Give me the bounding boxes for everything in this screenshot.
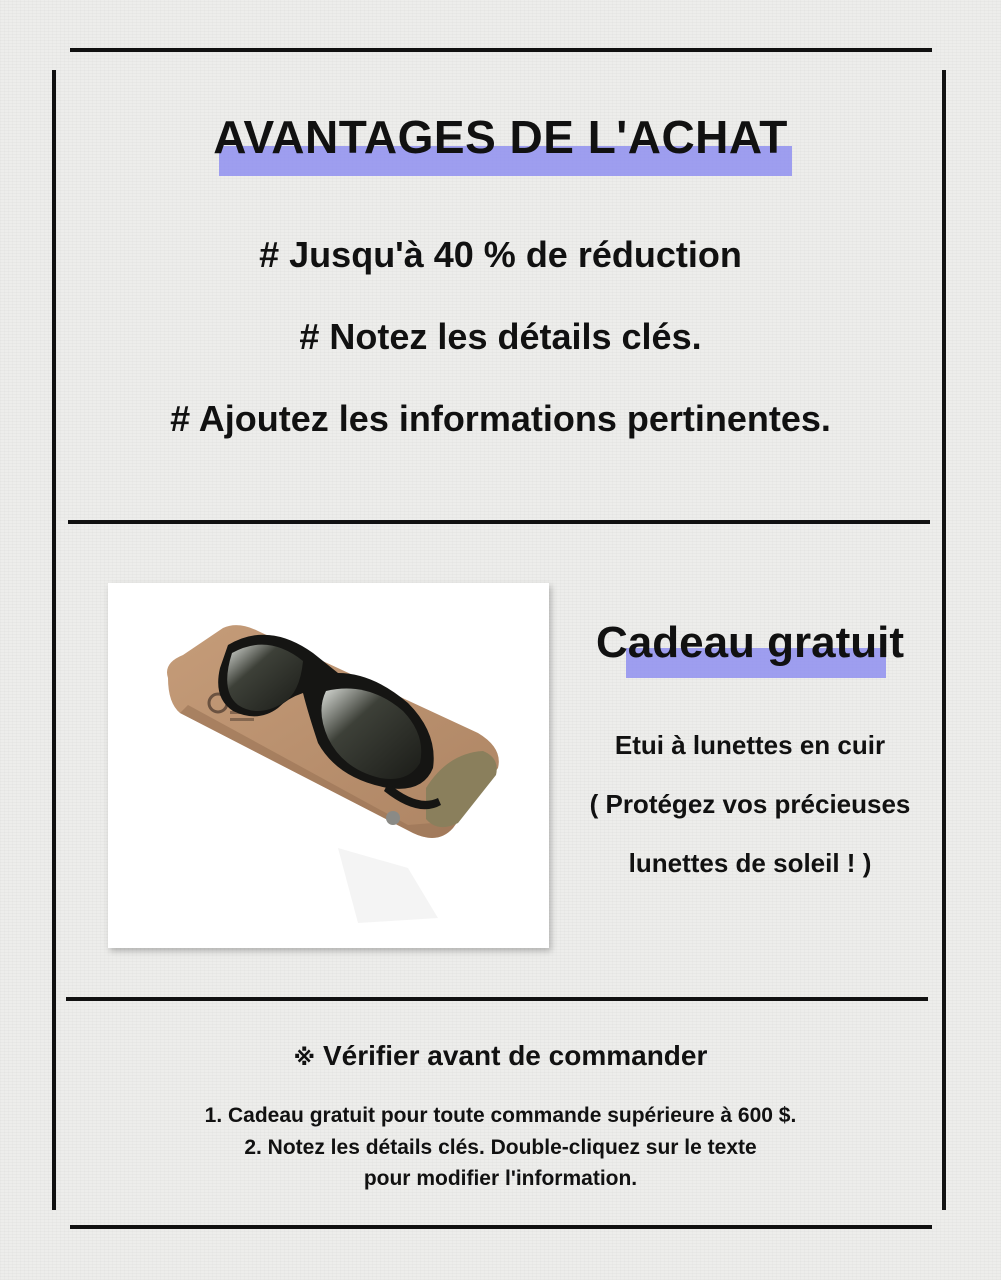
top-border: [70, 48, 932, 52]
reference-mark-icon: ※: [293, 1045, 315, 1070]
notice-line: pour modifier l'information.: [363, 1167, 638, 1190]
benefit-item: # Jusqu'à 40 % de réduction: [259, 234, 742, 275]
header-section: [0, 110, 1001, 164]
gift-line: Etui à lunettes en cuir: [614, 730, 886, 760]
page-title: AVANTAGES DE L'ACHAT: [213, 111, 788, 163]
notice-title: Vérifier avant de commander: [323, 1040, 708, 1071]
gift-product-image: [108, 583, 549, 948]
sunglasses-case-icon: [108, 583, 549, 948]
gift-title-section: [565, 618, 935, 668]
gift-title: Cadeau gratuit: [595, 618, 905, 667]
notice-heading: [0, 1040, 1001, 1072]
gift-line: ( Protégez vos précieuses: [589, 789, 911, 819]
bottom-border: [70, 1225, 932, 1229]
page-title-highlight: [213, 110, 788, 164]
section-divider-2: [66, 997, 928, 1001]
section-divider-1: [68, 520, 930, 524]
gift-line: lunettes de soleil ! ): [628, 848, 872, 878]
notice-line: 1. Cadeau gratuit pour toute commande supérieure à 600 $.: [204, 1104, 797, 1127]
gift-title-highlight: [596, 618, 904, 668]
notice-line: 2. Notez les détails clés. Double-cliquez sur le texte: [244, 1136, 757, 1159]
benefit-item: # Ajoutez les informations pertinentes.: [170, 398, 831, 439]
benefit-item: # Notez les détails clés.: [299, 316, 702, 357]
